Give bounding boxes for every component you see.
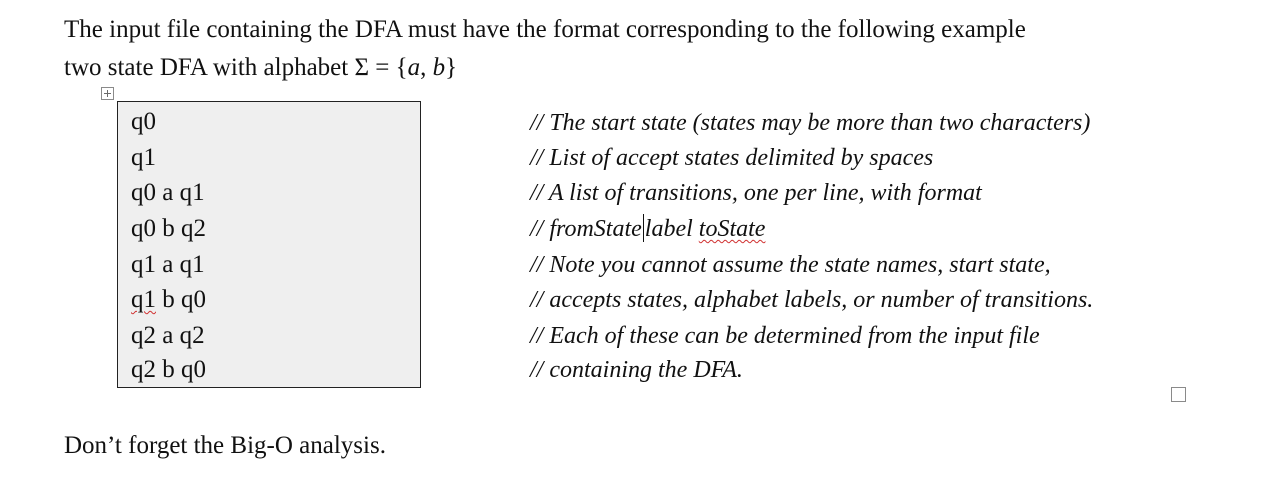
comment-containing: // containing the DFA. (530, 357, 743, 383)
comment-start-state: // The start state (states may be more than two characters) (530, 110, 1091, 136)
comment-accept-states: // List of accept states delimited by spaces (530, 145, 934, 171)
table-resize-handle-icon[interactable] (1171, 387, 1186, 402)
dfa-line-transition: q2 a q2 (131, 322, 205, 349)
dfa-line-transition: q1 a q1 (131, 251, 205, 278)
spellcheck-underlined-word[interactable]: q1 (131, 286, 156, 313)
dfa-line-transition: q2 b q0 (131, 356, 206, 383)
intro-line-2 (64, 49, 457, 87)
dfa-line-transition: q0 a q1 (131, 179, 205, 206)
closing-line: Don’t forget the Big-O analysis. (64, 432, 386, 459)
text-cursor (643, 214, 644, 242)
comment-note: // Note you cannot assume the state names, start state, (530, 252, 1051, 278)
dfa-line-transition (131, 285, 206, 315)
format-to-state[interactable]: toState (698, 216, 766, 242)
comment-note-continued: // accepts states, alphabet labels, or number of transitions. (530, 287, 1094, 313)
set-close-brace: } (445, 54, 458, 81)
comment-transition-format (530, 214, 765, 244)
format-from-state: fromState (549, 216, 642, 242)
alphabet-symbol-a: a (407, 54, 421, 81)
comment-prefix: // (530, 216, 550, 242)
comment-transitions: // A list of transitions, one per line, with format (530, 180, 982, 206)
dfa-line-transition: q0 b q2 (131, 215, 206, 242)
dfa-line-accept-states: q1 (131, 144, 156, 171)
intro-line-2-text: two state DFA with alphabet (64, 54, 355, 81)
format-label: label (644, 216, 699, 242)
table-move-handle-icon[interactable] (101, 87, 114, 100)
intro-line-1: The input file containing the DFA must have the format corresponding to the following example (64, 16, 1026, 43)
sigma-symbol: Σ (354, 54, 370, 81)
dfa-example-box (117, 101, 421, 388)
alphabet-symbol-b: b (432, 54, 446, 81)
set-open-brace: { (395, 54, 408, 81)
dfa-line-start-state: q0 (131, 108, 156, 135)
equals-sign: = (369, 54, 396, 81)
set-comma: , (420, 54, 433, 81)
comment-determined: // Each of these can be determined from the input file (530, 323, 1040, 349)
dfa-line-rest: b q0 (156, 286, 206, 313)
